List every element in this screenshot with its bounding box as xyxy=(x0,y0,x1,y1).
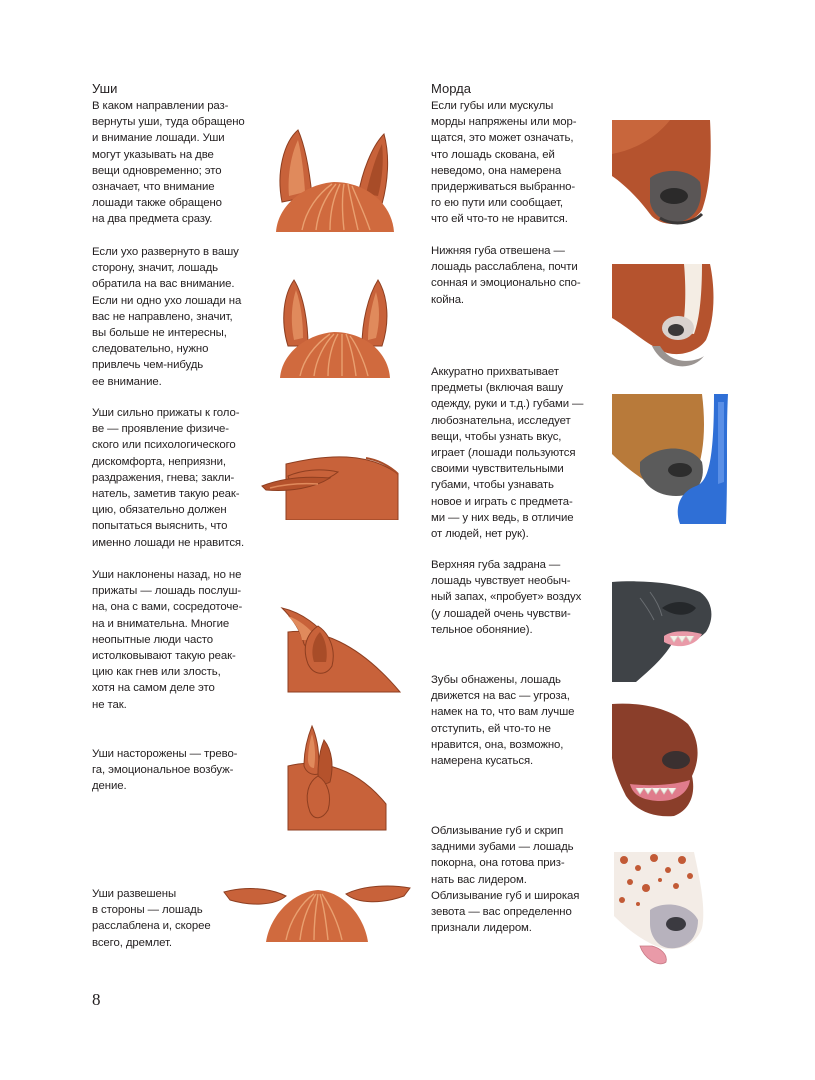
muzzle-nibbling-illustration xyxy=(610,392,734,530)
ears-tilted-back-illustration xyxy=(278,604,406,698)
muzzle-relaxed-illustration xyxy=(610,262,718,374)
muzzle-paragraph-4: Верхняя губа задрана — лошадь чувствует необыч- ный запах, «пробует» воздух (у лошадей очень чувстви- тельное обоняние). xyxy=(431,559,582,636)
ears-paragraph-3: Уши сильно прижаты к голо- ве — проявление физиче- ского или психологического дискомфорта, неприязни, раздражения, гнева; закли- натель, заметив такую реак- цию, обязательно должен попытаться выяснить, что именно лошади не нравится. xyxy=(92,407,245,549)
ears-paragraph-6: Уши развешены в стороны — лошадь расслаблена и, скорее всего, дремлет. xyxy=(92,888,211,949)
muzzle-heading: Морда xyxy=(431,81,471,96)
muzzle-paragraph-2: Нижняя губа отвешена — лошадь расслаблена, почти сонная и эмоционально спо- койна. xyxy=(431,245,581,306)
ears-paragraph-1: В каком направлении раз- вернуты уши, туда обращено и внимание лошади. Уши могут указывать на две вещи одновременно; это означает, что внимание лошади также обращено на два предмета сразу. xyxy=(92,100,245,226)
muzzle-paragraph-6: Облизывание губ и скрип задними зубами — лошадь покорна, она готова приз- нать вас лидером. Облизывание губ и широкая зевота — вас определенно признали лидером. xyxy=(431,825,580,935)
ears-alert-illustration xyxy=(282,720,392,832)
ears-paragraph-2: Если ухо развернуто в вашу сторону, значит, лошадь обратила на вас внимание. Если ни одно ухо лошади на вас не направлено, значит, вы больше не интересны, следовательно, нужно привлечь чем-нибудь ее внимание. xyxy=(92,246,242,388)
ears-paragraph-4: Уши наклонены назад, но не прижаты — лошадь послуш- на, она с вами, сосредоточе- на и внимательна. Многие неопытные люди часто истолковывают такую реак- цию как гнев или злость, хотя на самом деле это не так. xyxy=(92,569,243,711)
muzzle-paragraph-1: Если губы или мускулы морды напряжены или мор- щатся, это может означать, что лошадь скована, ей неведомо, она намерена придерживаться выбранно- го ею пути или сообщает, что ей что-то не нравится. xyxy=(431,100,577,226)
ears-pinned-illustration xyxy=(258,444,402,520)
ears-forward-illustration xyxy=(272,274,398,378)
ears-split-illustration xyxy=(272,126,398,232)
muzzle-bared-teeth-illustration xyxy=(610,700,700,820)
muzzle-paragraph-5: Зубы обнажены, лошадь движется на вас — угроза, намек на то, что вам лучше отступить, ей что-то не нравится, она, возможно, намерена кусаться. xyxy=(431,674,575,768)
ears-paragraph-5: Уши насторожены — трево- га, эмоциональное возбуж- дение. xyxy=(92,748,238,793)
muzzle-tense-illustration xyxy=(610,118,714,230)
muzzle-flehmen-illustration xyxy=(610,578,716,686)
muzzle-licking-illustration xyxy=(610,850,710,974)
ears-heading: Уши xyxy=(92,81,118,96)
muzzle-paragraph-3: Аккуратно прихватывает предметы (включая вашу одежду, руки и т.д.) губами — любознательна, исследует вещи, чтобы узнать вкус, играет (лошади пользуются своими чувствительными губами, чтобы узнавать новое и играть с предмета- ми — у них ведь, в отличие от людей, нет рук). xyxy=(431,366,584,541)
page-number: 8 xyxy=(92,990,101,1009)
ears-drooping-illustration xyxy=(220,876,414,946)
